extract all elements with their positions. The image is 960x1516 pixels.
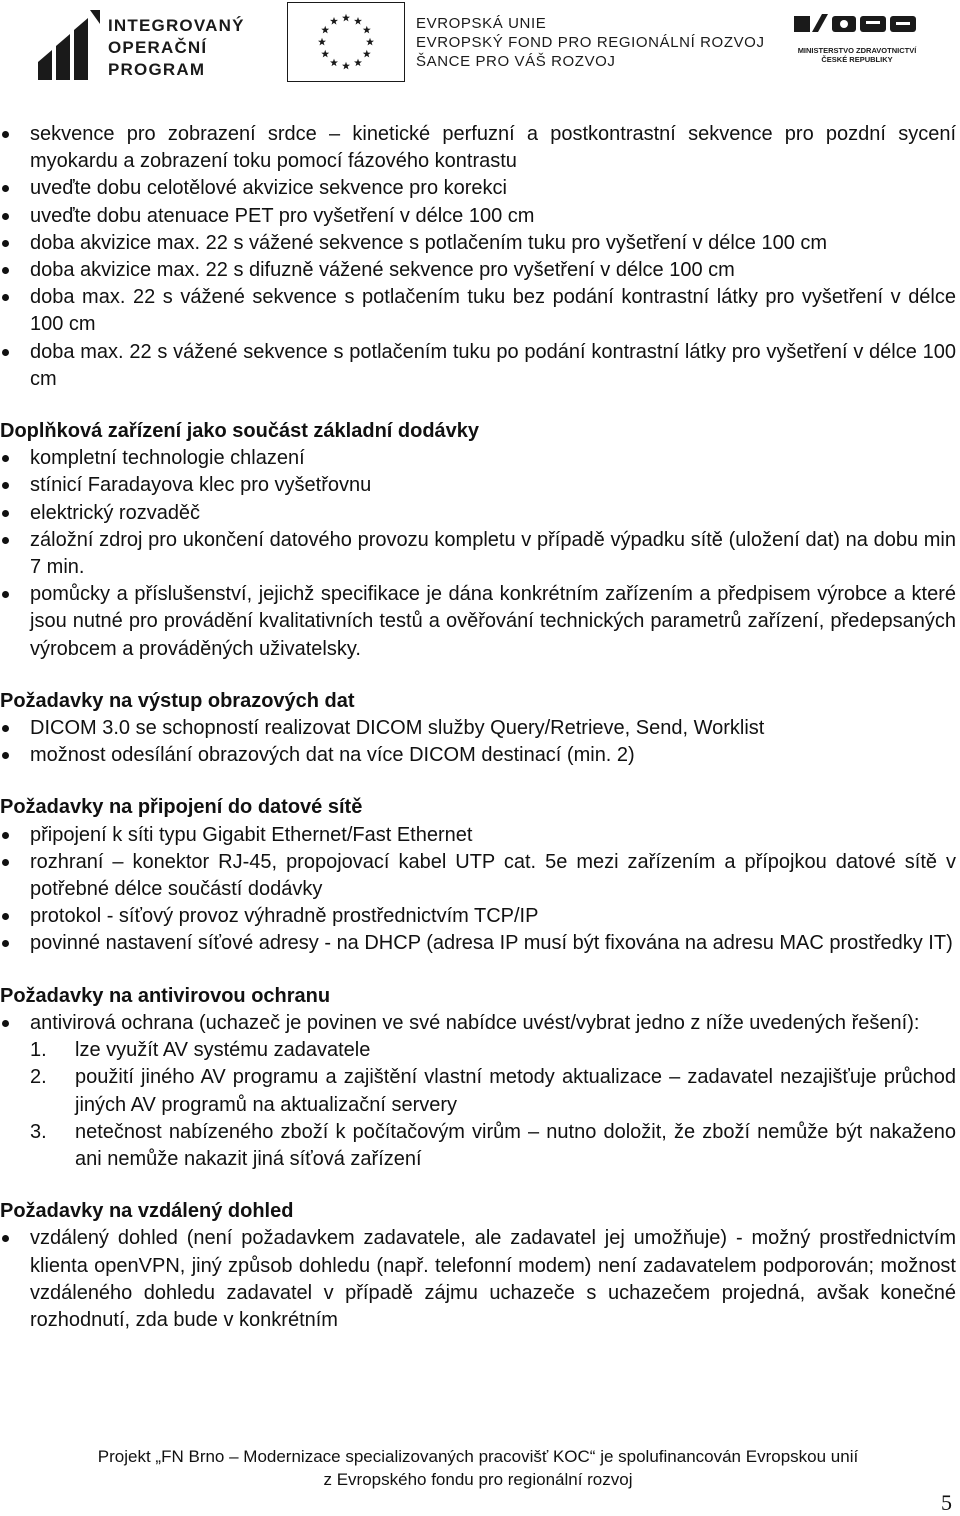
image-output-list: [0, 715, 956, 769]
list-item: sekvence pro zobrazení srdce – kinetické perfuzní a postkontrastní sekvence pro pozdní sycení myokardu a zobrazení toku pomocí fázového kontrastu: [0, 121, 956, 175]
numbered-item: [0, 1037, 956, 1064]
list-item: záložní zdroj pro ukončení datového provozu kompletu v případě výpadku sítě (uložení dat) na dobu min 7 min.: [0, 527, 956, 581]
mz-logo: [792, 12, 922, 72]
list-item: doba max. 22 s vážené sekvence s potlačením tuku bez podání kontrastní látky pro vyšetření v délce 100 cm: [0, 284, 956, 338]
numbered-item: [0, 1119, 956, 1173]
item-text: netečnost nabízeného zboží k počítačovým virům – nutno doložit, že zboží nemůže být nakaženo ani nemůže nakazit jiná síťová zařízení: [75, 1120, 956, 1170]
eu-logo-line3: ŠANCE PRO VÁŠ ROZVOJ: [416, 53, 616, 70]
item-number: 1.: [30, 1039, 47, 1062]
list-item: uveďte dobu atenuace PET pro vyšetření v délce 100 cm: [0, 203, 956, 230]
numbered-item: [0, 1064, 956, 1118]
document-body: [0, 121, 956, 1334]
eu-logo-line1: EVROPSKÁ UNIE: [416, 15, 547, 32]
intro-bullet-list: [0, 121, 956, 393]
item-text: lze využít AV systému zadavatele: [75, 1039, 371, 1062]
mz-logo-mark: [792, 12, 922, 46]
mz-logo-line1: MINISTERSTVO ZDRAVOTNICTVÍ: [797, 46, 917, 55]
network-list: [0, 822, 956, 958]
list-item: antivirová ochrana (uchazeč je povinen ve své nabídce uvést/vybrat jedno z níže uvedených řešení):: [0, 1010, 956, 1037]
page-header: [0, 0, 960, 90]
mz-logo-line2: ČESKÉ REPUBLIKY: [821, 55, 893, 64]
section-heading-image-output: Požadavky na výstup obrazových dat: [0, 689, 355, 712]
list-item: doba akvizice max. 22 s difuzně vážené sekvence pro vyšetření v délce 100 cm: [0, 257, 956, 284]
list-item: vzdálený dohled (není požadavkem zadavatele, ale zadavatel jej umožňuje) - možný prostřednictvím klienta openVPN, jiný způsob dohledu (např. telefonní modem) není zadavatelem podporován; možnost vzdáleného dohledu zadavatel v případě zájmu uchazeče s uchazečem projedná, avšak konečné rozhodnutí, zda bude v konkrétním: [0, 1225, 956, 1334]
section-heading-network: Požadavky na připojení do datové sítě: [0, 796, 363, 819]
iop-logo: [38, 8, 253, 80]
list-item: DICOM 3.0 se schopností realizovat DICOM služby Query/Retrieve, Send, Worklist: [0, 715, 956, 742]
list-item: elektrický rozvaděč: [0, 500, 956, 527]
section-heading-remote-supervision: Požadavky na vzdálený dohled: [0, 1200, 294, 1223]
page-footer: [0, 1445, 956, 1491]
list-item: rozhraní – konektor RJ-45, propojovací kabel UTP cat. 5e mezi zařízením a přípojkou datové sítě v potřebné délce součástí dodávky: [0, 849, 956, 903]
list-item: doba max. 22 s vážené sekvence s potlačením tuku po podání kontrastní látky pro vyšetření v délce 100 cm: [0, 339, 956, 393]
iop-logo-line1: INTEGROVANÝ: [108, 16, 245, 35]
antivirus-options-list: [0, 1037, 956, 1173]
remote-supervision-list: [0, 1225, 956, 1334]
antivirus-list: [0, 1010, 956, 1037]
iop-logo-mark: [38, 10, 100, 80]
additional-equipment-list: [0, 445, 956, 663]
eu-logo-text: [416, 14, 765, 71]
item-number: 3.: [30, 1120, 47, 1143]
iop-logo-line2: OPERAČNÍ: [108, 38, 208, 57]
list-item: doba akvizice max. 22 s vážené sekvence s potlačením tuku pro vyšetření v délce 100 cm: [0, 230, 956, 257]
list-item: pomůcky a příslušenství, jejichž specifikace je dána konkrétním zařízením a předpisem výrobce a které jsou nutné pro provádění kvalitativních testů a ověřování technických parametrů zařízení, předepsaných výrobcem a prováděných uživatelsky.: [0, 581, 956, 663]
list-item: kompletní technologie chlazení: [0, 445, 956, 472]
iop-logo-line3: PROGRAM: [108, 60, 206, 79]
list-item: uveďte dobu celotělové akvizice sekvence pro korekci: [0, 175, 956, 202]
eu-flag-logo: [287, 2, 405, 82]
eu-logo-line2: EVROPSKÝ FOND PRO REGIONÁLNÍ ROZVOJ: [416, 34, 765, 51]
list-item: povinné nastavení síťové adresy - na DHCP (adresa IP musí být fixována na adresu MAC prostředky IT): [0, 930, 956, 957]
list-item: stínicí Faradayova klec pro vyšetřovnu: [0, 472, 956, 499]
section-heading-antivirus: Požadavky na antivirovou ochranu: [0, 984, 331, 1007]
footer-line2: z Evropského fondu pro regionální rozvoj: [323, 1470, 633, 1489]
page-number: 5: [941, 1490, 952, 1515]
list-item: protokol - síťový provoz výhradně prostřednictvím TCP/IP: [0, 903, 956, 930]
footer-line1: Projekt „FN Brno – Modernizace specializovaných pracovišť KOC“ je spolufinancován Evropskou unií: [97, 1447, 859, 1466]
section-heading-additional-equipment: Doplňková zařízení jako součást základní dodávky: [0, 420, 480, 443]
item-text: použití jiného AV programu a zajištění vlastní metody aktualizace – zadavatel nezajišťuje průchod jiných AV programů na aktualizační servery: [75, 1066, 956, 1116]
item-number: 2.: [30, 1066, 47, 1089]
list-item: připojení k síti typu Gigabit Ethernet/Fast Ethernet: [0, 822, 956, 849]
list-item: možnost odesílání obrazových dat na více DICOM destinací (min. 2): [0, 742, 956, 769]
